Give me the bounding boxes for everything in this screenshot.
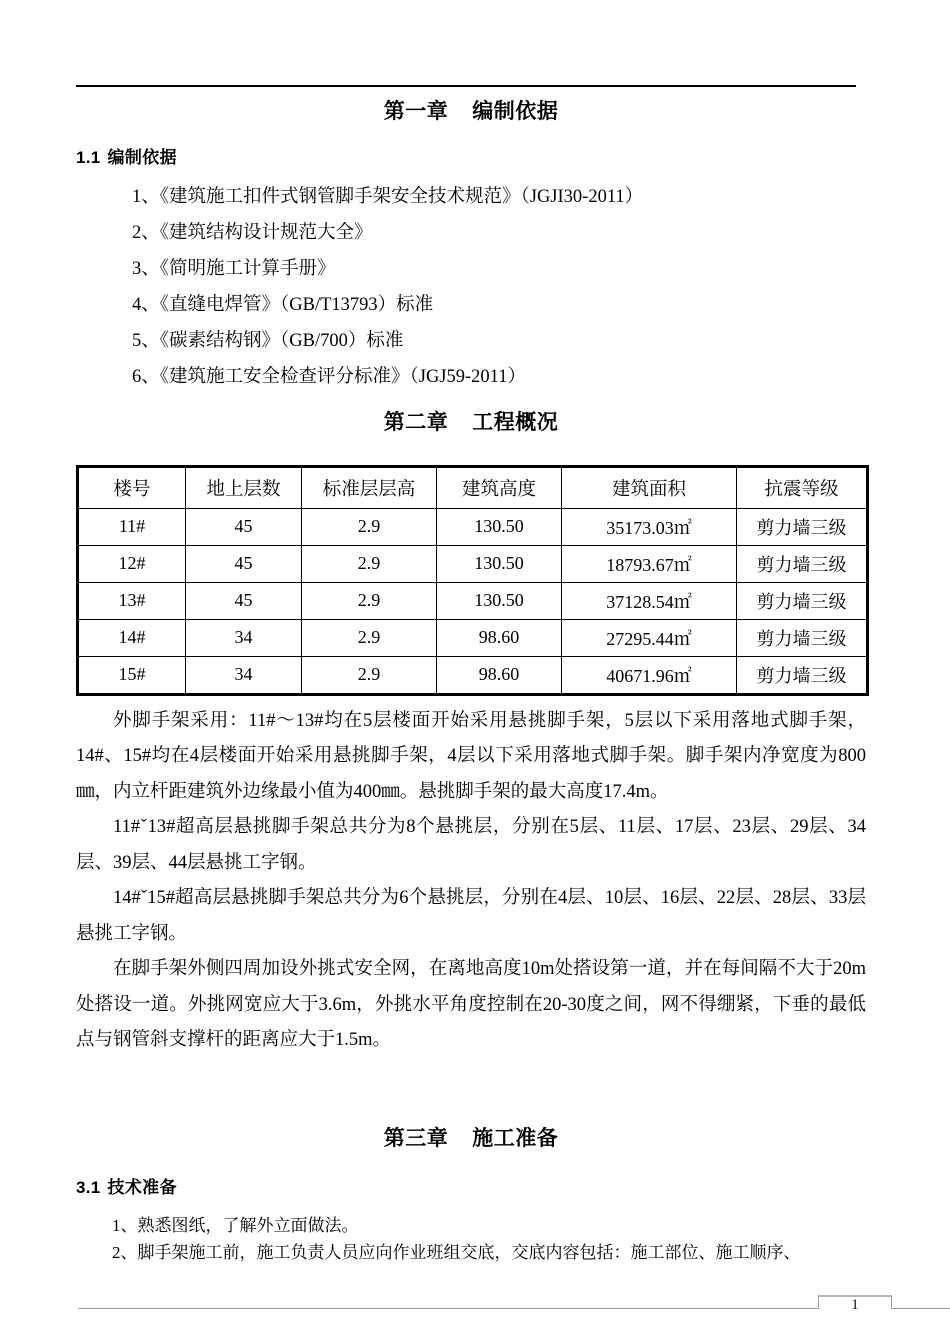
table-cell: 45	[186, 582, 302, 619]
table-row	[78, 545, 868, 582]
page-number: 1	[851, 1297, 859, 1313]
table-cell: 130.50	[437, 545, 562, 582]
table-cell: 37128.54㎡	[562, 582, 737, 619]
chapter-1-title	[76, 96, 866, 128]
chapter-3-title-text: 施工准备	[472, 1126, 559, 1150]
table-cell: 13#	[78, 582, 186, 619]
table-cell: 2.9	[302, 582, 437, 619]
table-cell: 98.60	[437, 656, 562, 694]
table-cell: 18793.67㎡	[562, 545, 737, 582]
list-item: 3、《简明施工计算手册》	[132, 258, 336, 279]
section-1-1-number: 1.1	[76, 147, 101, 167]
table-row	[78, 656, 868, 694]
table-cell: 11#	[78, 508, 186, 545]
table-cell: 2.9	[302, 508, 437, 545]
table-cell: 2.9	[302, 656, 437, 694]
table-cell: 14#	[78, 619, 186, 656]
chapter-1-title-text: 编制依据	[472, 100, 559, 123]
table-cell: 剪力墙三级	[737, 545, 868, 582]
section-1-1-heading	[76, 144, 866, 171]
table-header-row	[78, 466, 868, 508]
table-cell: 35173.03㎡	[562, 508, 737, 545]
chapter-1-title-prefix: 第一章	[383, 100, 449, 123]
chapter-3-title-prefix: 第三章	[383, 1126, 449, 1150]
chapter-2-title-text: 工程概况	[472, 411, 559, 435]
footer-rule-left	[78, 1308, 818, 1309]
paragraph: 在脚手架外侧四周加设外挑式安全网，在离地高度10m处搭设第一道，并在每间隔不大于20m处搭设一道。外挑网宽应大于3.6m，外挑水平角度控制在20-30度之间，网不得绷紧，下垂的最低点与钢管斜支撑杆的距离应大于1.5m。	[76, 959, 866, 1051]
table-cell: 剪力墙三级	[737, 582, 868, 619]
list-item: 1、熟悉图纸，了解外立面做法。	[112, 1216, 359, 1236]
table-cell: 34	[186, 656, 302, 694]
table-cell: 剪力墙三级	[737, 619, 868, 656]
section-3-1-heading	[76, 1174, 866, 1201]
paragraph: 外脚手架采用：11#～13#均在5层楼面开始采用悬挑脚手架，5层以下采用落地式脚手架，14#、15#均在4层楼面开始采用悬挑脚手架，4层以下采用落地式脚手架。脚手架内净宽度为800㎜，内立杆距建筑外边缘最小值为400㎜。悬挑脚手架的最大高度17.4m。	[76, 710, 866, 802]
table-cell: 15#	[78, 656, 186, 694]
table-row	[78, 508, 868, 545]
section-3-1-title: 技术准备	[107, 1178, 177, 1198]
table-cell: 98.60	[437, 619, 562, 656]
table-cell: 27295.44㎡	[562, 619, 737, 656]
document-content	[76, 96, 866, 1266]
table-cell: 130.50	[437, 508, 562, 545]
list-item: 6、《建筑施工安全检查评分标准》（JGJ59-2011）	[132, 367, 526, 387]
project-overview-table	[76, 465, 869, 696]
table-cell: 剪力墙三级	[737, 656, 868, 694]
table-header-cell: 抗震等级	[737, 466, 868, 508]
list-item: 1、《建筑施工扣件式钢管脚手架安全技术规范》（JGJI30-2011）	[132, 186, 644, 207]
list-item: 2、脚手架施工前，施工负责人员应向作业班组交底，交底内容包括：施工部位、施工顺序、	[112, 1242, 801, 1262]
table-cell: 130.50	[437, 582, 562, 619]
table-header-cell: 建筑面积	[562, 466, 737, 508]
header-rule	[76, 85, 856, 87]
table-row	[78, 582, 868, 619]
page-footer	[0, 1286, 950, 1326]
table-header-cell: 楼号	[78, 466, 186, 508]
list-item: 5、《碳素结构钢》（GB/700）标准	[132, 330, 404, 351]
table-cell: 12#	[78, 545, 186, 582]
table-cell: 34	[186, 619, 302, 656]
table-cell: 2.9	[302, 545, 437, 582]
section-1-1-title: 编制依据	[107, 147, 177, 167]
table-row	[78, 619, 868, 656]
paragraph: 14#ˇ15#超高层悬挑脚手架总共分为6个悬挑层，分别在4层、10层、16层、22层、28层、33层悬挑工字钢。	[76, 888, 866, 944]
list-item: 2、《建筑结构设计规范大全》	[132, 222, 373, 243]
chapter-2-title-prefix: 第二章	[383, 411, 449, 435]
reference-list	[76, 179, 866, 395]
list-item: 4、《直缝电焊管》（GB/T13793）标准	[132, 294, 434, 315]
table-cell: 40671.96㎡	[562, 656, 737, 694]
chapter-3-title	[76, 1123, 866, 1155]
paragraph: 11#ˇ13#超高层悬挑脚手架总共分为8个悬挑层，分别在5层、11层、17层、23层、29层、34层、39层、44层悬挑工字钢。	[76, 817, 866, 873]
chapter-2-title	[76, 407, 866, 439]
footer-rule-right	[892, 1308, 950, 1309]
table-cell: 45	[186, 545, 302, 582]
table-cell: 2.9	[302, 619, 437, 656]
technical-preparation-list	[76, 1213, 866, 1266]
table-header-cell: 标准层层高	[302, 466, 437, 508]
table-cell: 45	[186, 508, 302, 545]
section-3-1-number: 3.1	[76, 1178, 101, 1198]
table-header-cell: 地上层数	[186, 466, 302, 508]
table-cell: 剪力墙三级	[737, 508, 868, 545]
table-header-cell: 建筑高度	[437, 466, 562, 508]
